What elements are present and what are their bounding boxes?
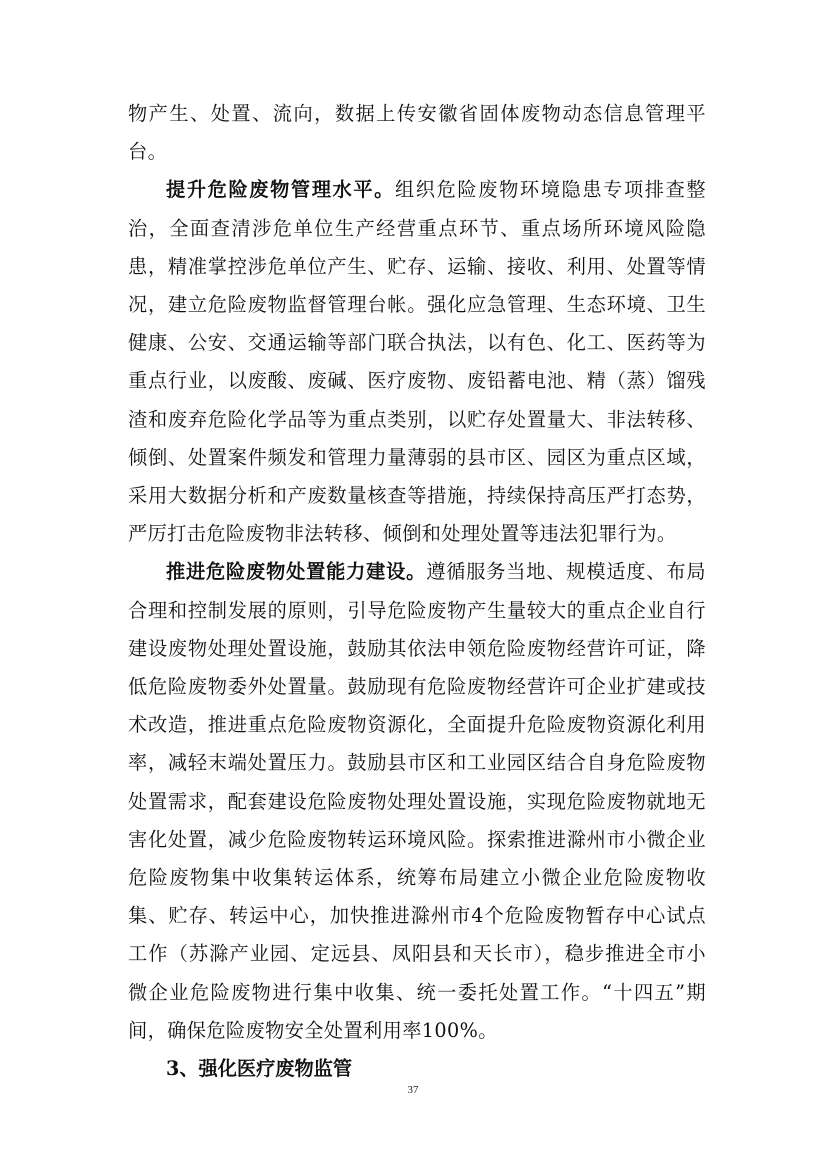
page-number: 37 (407, 1084, 419, 1096)
paragraph-heading: 推进危险废物处置能力建设。 (166, 560, 427, 584)
paragraph-disposal-capacity (128, 553, 706, 1050)
paragraph-text: 物产生、处置、流向，数据上传安徽省固体废物动态信息管理平台。 (128, 102, 706, 164)
paragraph-hazardous-waste-management (128, 171, 706, 553)
paragraph-text: 遵循服务当地、规模适度、布局合理和控制发展的原则，引导危险废物产生量较大的重点企业自行建设废物处理处置设施，鼓励其依法申领危险废物经营许可证，降低危险废物委外处置量。鼓励现有危险废物经营许可企业扩建或技术改造，推进重点危险废物资源化，全面提升危险废物资源化利用率，减轻末端处置压力。鼓励县市区和工业园区结合自身危险废物处置需求，配套建设危险废物处理处置设施，实现危险废物就地无害化处置，减少危险废物转运环境风险。探索推进滁州市小微企业危险废物集中收集转运体系，统筹布局建立小微企业危险废物收集、贮存、转运中心，加快推进滁州市4个危险废物暂存中心试点工作（苏滁产业园、定远县、凤阳县和天长市），稳步推进全市小微企业危险废物进行集中收集、统一委托处置工作。“十四五”期间，确保危险废物安全处置利用率100%。 (128, 560, 706, 1042)
document-page (128, 95, 706, 1088)
section-heading: 3、强化医疗废物监管 (166, 1057, 353, 1081)
paragraph-continuation (128, 95, 706, 171)
paragraph-text: 组织危险废物环境隐患专项排查整治，全面查清涉危单位生产经营重点环节、重点场所环境风险隐患，精准掌控涉危单位产生、贮存、运输、接收、利用、处置等情况，建立危险废物监督管理台帐。强化应急管理、生态环境、卫生健康、公安、交通运输等部门联合执法，以有色、化工、医药等为重点行业，以废酸、废碱、医疗废物、废铅蓄电池、精（蒸）馏残渣和废弃危险化学品等为重点类别，以贮存处置量大、非法转移、倾倒、处置案件频发和管理力量薄弱的县市区、园区为重点区域，采用大数据分析和产废数量核查等措施，持续保持高压严打态势，严厉打击危险废物非法转移、倾倒和处理处置等违法犯罪行为。 (128, 178, 706, 546)
paragraph-heading: 提升危险废物管理水平。 (166, 178, 395, 202)
